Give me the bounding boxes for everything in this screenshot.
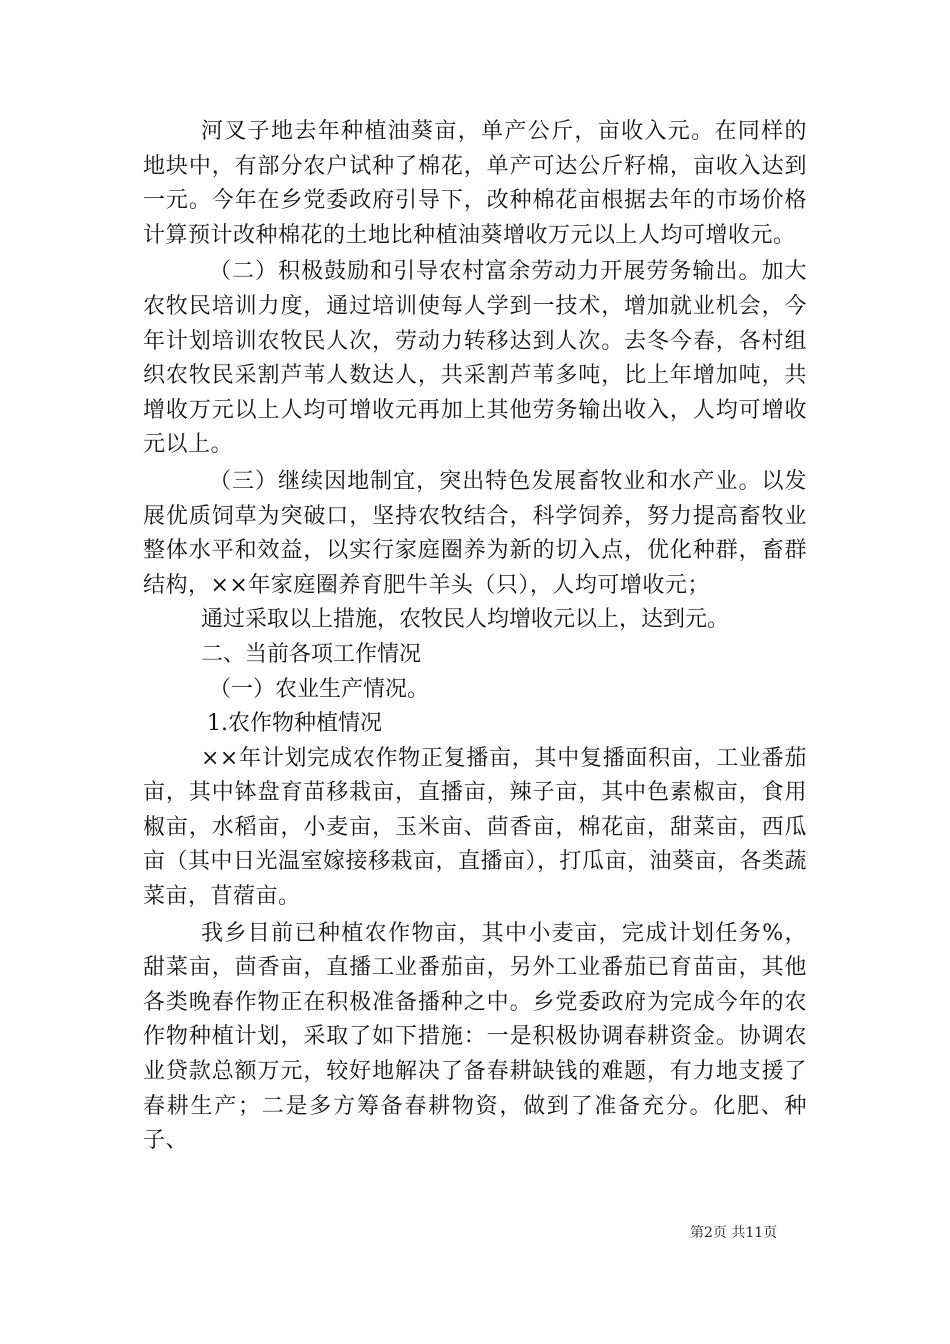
paragraph-4: 通过采取以上措施，农牧民人均增收元以上，达到元。 xyxy=(201,607,730,633)
paragraph-1: 河叉子地去年种植油葵亩，单产公斤，亩收入元。在同样的地块中，有部分农户试种了棉花，单产可达公斤籽棉，亩收入达到一元。今年在乡党委政府引导下，改种棉花亩根据去年的市场价格计算预计改种棉花的土地比种植油葵增收万元以上人均可增收元。 xyxy=(143,119,807,248)
page-number-footer xyxy=(690,1222,830,1242)
section-heading: 二、当前各项工作情况 xyxy=(201,641,422,667)
subsection-heading: （一）农业生产情况。 xyxy=(209,676,430,702)
paragraph-2: （二）积极鼓励和引导农村富余劳动力开展劳务输出。加大农牧民培训力度，通过培训使每人学到一技术，增加就业机会，今年计划培训农牧民人次，劳动力转移达到人次。去冬今春，各村组织农牧民采割芦苇人数达人，共采割芦苇多吨，比上年增加吨，共增收万元以上人均可增收元再加上其他劳务输出收入，人均可增收元以上。 xyxy=(143,259,807,458)
document-body xyxy=(143,115,807,1159)
paragraph-9: 我乡目前已种植农作物亩，其中小麦亩，完成计划任务%，甜菜亩，茴香亩，直播工业番茄亩，另外工业番茄已育苗亩，其他各类晚春作物正在积极准备播种之中。乡党委政府为完成今年的农作物种植计划，采取了如下措施：一是积极协调春耕资金。协调农业贷款总额万元，较好地解决了备春耕缺钱的难题，有力地支援了春耕生产；二是多方筹备春耕物资，做到了准备充分。化肥、种子、 xyxy=(143,920,807,1154)
footer-suffix: 页 xyxy=(763,1225,778,1241)
footer-total-pages: 11 xyxy=(745,1225,764,1241)
footer-middle: 页 共 xyxy=(712,1225,746,1241)
paragraph-8: ××年计划完成农作物正复播亩，其中复播面积亩，工业番茄亩，其中钵盘育苗移栽亩，直播亩，辣子亩，其中色素椒亩，食用椒亩，水稻亩，小麦亩，玉米亩、茴香亩，棉花亩，甜菜亩，西瓜亩（其中日光温室嫁接移栽亩，直播亩），打瓜亩，油葵亩，各类蔬菜亩，苜蓿亩。 xyxy=(143,745,808,910)
footer-prefix: 第 xyxy=(690,1225,704,1241)
paragraph-3: （三）继续因地制宜，突出特色发展畜牧业和水产业。以发展优质饲草为突破口，坚持农牧结合，科学饲养，努力提高畜牧业整体水平和效益，以实行家庭圈养为新的切入点，优化种群，畜群结构，××年家庭圈养育肥牛羊头（只），人均可增收元； xyxy=(143,468,807,598)
footer-current-page: 2 xyxy=(704,1225,713,1241)
item-heading: 1.农作物种植情况 xyxy=(207,711,382,737)
